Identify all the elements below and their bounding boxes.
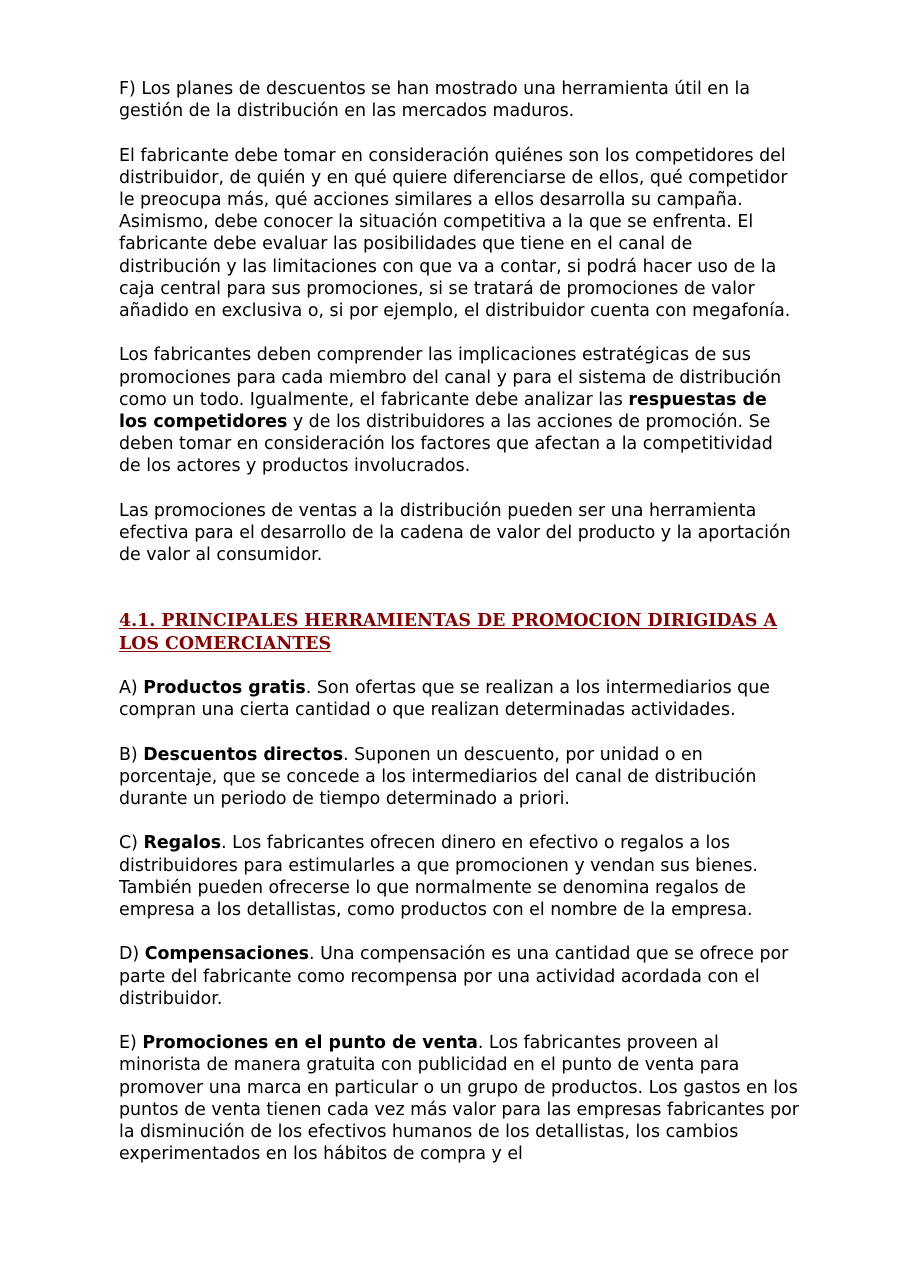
item-term: Compensaciones (144, 944, 310, 965)
paragraph-text: y de los distribuidores a las acciones de promoción. Se deben tomar en consideración los factores que afectan a la competitividad de los actores y productos involucrados. (119, 412, 773, 477)
tool-item (119, 832, 799, 921)
paragraph-text: Los fabricantes deben comprender las implicaciones estratégicas de sus promociones para cada miembro del canal y para el sistema de distribución como un todo. Igualmente, el fabricante debe analizar las (119, 345, 782, 410)
item-description: . Una compensación es una cantidad que se ofrece por parte del fabricante como recompensa por una actividad acordada con el distribuidor. (119, 944, 789, 1009)
item-description: . Los fabricantes ofrecen dinero en efectivo o regalos a los distribuidores para estimularles a que promocionen y vendan sus bienes. También pueden ofrecerse lo que normalmente se denomina regalos de empresa a los detallistas, como productos con el nombre de la empresa. (119, 833, 758, 921)
section-heading: 4.1. PRINCIPALES HERRAMIENTAS DE PROMOCION DIRIGIDAS A LOS COMERCIANTES (119, 611, 778, 654)
item-description: . Los fabricantes proveen al minorista de manera gratuita con publicidad en el punto de venta para promover una marca en particular o un grupo de productos. Los gastos en los puntos de venta tienen cada vez más valor para las empresas fabricantes por la disminución de los efectivos humanos de los detallistas, los cambios experimentados en los hábitos de compra y el (119, 1033, 799, 1165)
tool-item (119, 943, 799, 1010)
item-term: Descuentos directos (143, 744, 344, 765)
item-prefix: D) (119, 944, 145, 965)
paragraph-strategic-implications (119, 344, 799, 477)
item-prefix: C) (119, 833, 144, 854)
item-term: Regalos (143, 833, 222, 854)
item-prefix: A) (119, 678, 144, 699)
paragraph-value-chain: Las promociones de ventas a la distribución pueden ser una herramienta efectiva para el desarrollo de la cadena de valor del producto y la aportación de valor al consumidor. (119, 500, 791, 566)
item-prefix: B) (119, 744, 144, 765)
item-description: . Suponen un descuento, por unidad o en porcentaje, que se concede a los intermediarios del canal de distribución durante un periodo de tiempo determinado a priori. (119, 744, 757, 810)
paragraph-discount-plans: F) Los planes de descuentos se han mostrado una herramienta útil en la gestión de la distribución en las mercados maduros. (119, 79, 751, 122)
bold-term: respuestas de los competidores (119, 389, 767, 433)
item-term: Productos gratis (143, 678, 306, 699)
item-term: Promociones en el punto de venta (142, 1033, 478, 1054)
tool-item (119, 1032, 799, 1165)
paragraph-competitors: El fabricante debe tomar en consideración quiénes son los competidores del distribuidor, de quién y en qué quiere diferenciarse de ellos, qué competidor le preocupa más, qué acciones similares a ellos desarrolla su campaña. Asimismo, debe conocer la situación competitiva a la que se enfrenta. El fabricante debe evaluar las posibilidades que tiene en el canal de distribución y las limitaciones con que va a contar, si podrá hacer uso de la caja central para sus promociones, si se tratará de promociones de valor añadido en exclusiva o, si por ejemplo, el distribuidor cuenta con megafonía. (119, 145, 791, 322)
document-page (119, 78, 799, 1188)
item-prefix: E) (119, 1033, 143, 1054)
tool-item (119, 744, 799, 811)
item-description: . Son ofertas que se realizan a los intermediarios que compran una cierta cantidad o que realizan determinadas actividades. (119, 678, 770, 721)
tool-item (119, 677, 799, 721)
